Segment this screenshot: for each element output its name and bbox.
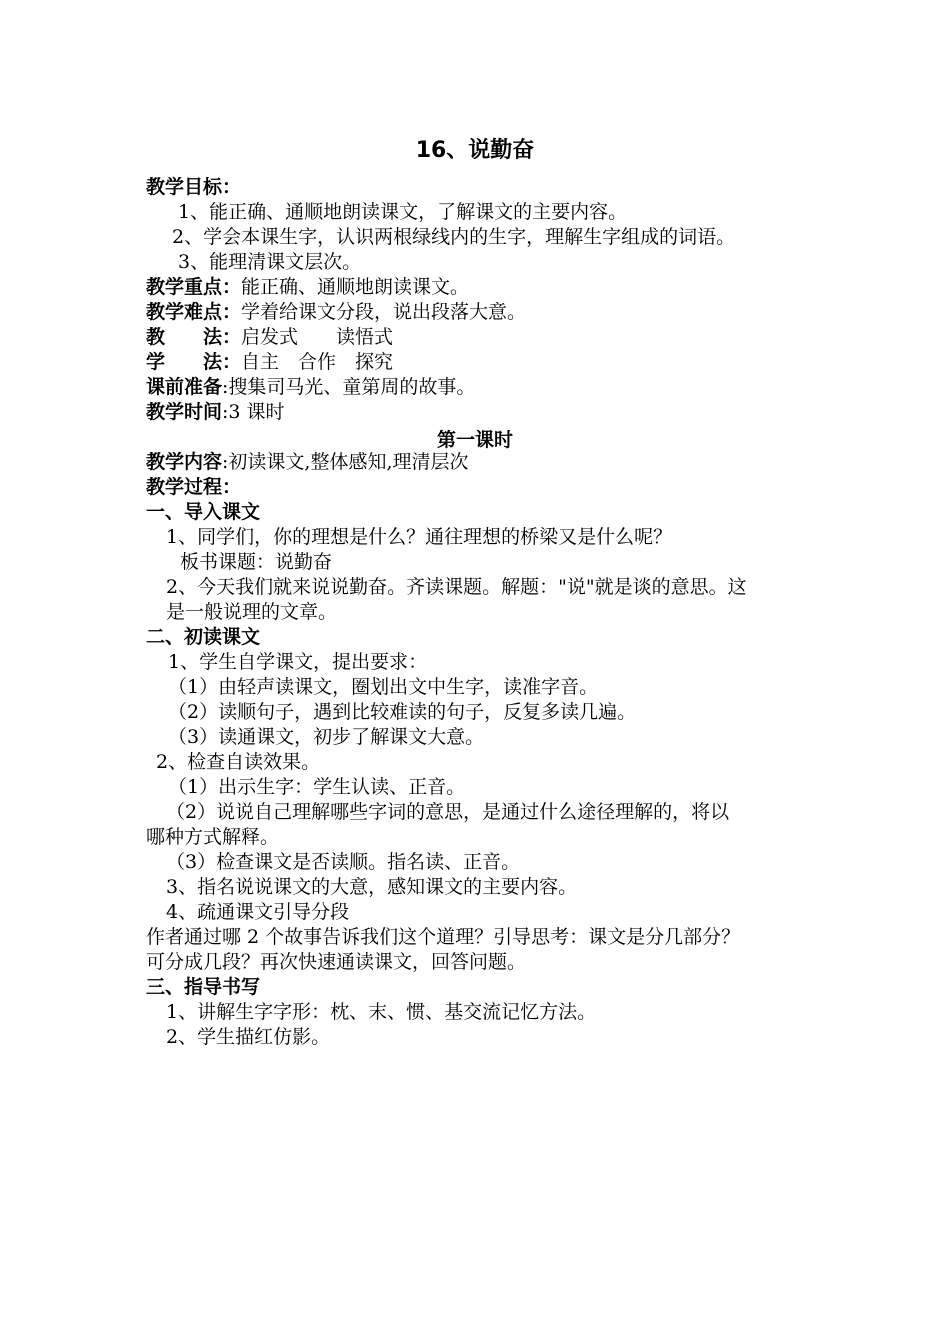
- section-line: 4、疏通课文引导分段: [166, 901, 350, 923]
- page-title: 16、说勤奋: [415, 138, 535, 163]
- key-label: 教学重点：: [146, 276, 242, 298]
- section-line: 3、指名说说课文的大意，感知课文的主要内容。: [166, 876, 578, 898]
- section-line: 2、检查自读效果。: [156, 751, 321, 773]
- time-label: 教学时间: [146, 401, 223, 423]
- section-line: （2）读顺句子，遇到比较难读的句子，反复多读几遍。: [168, 701, 637, 723]
- key-point: [146, 275, 469, 299]
- learning-method: [146, 350, 393, 374]
- section-line: （2）说说自己理解哪些字词的意思，是通过什么途径理解的，将以: [166, 801, 730, 823]
- preparation: [146, 375, 475, 399]
- teaching-method: [146, 325, 393, 349]
- goal-item: 1、能正确、通顺地朗读课文，了解课文的主要内容。: [178, 201, 628, 223]
- study-text: 自主 合作 探究: [241, 351, 394, 373]
- diff-label: 教学难点：: [146, 301, 242, 323]
- lesson-heading: 第一课时: [436, 429, 513, 451]
- goal-item: 2、学会本课生字，认识两根绿线内的生字，理解生字组成的词语。: [172, 226, 736, 248]
- difficulty: [146, 300, 526, 324]
- content-text: :初读课文,整体感知,理清层次: [222, 451, 469, 473]
- teaching-time: [146, 400, 285, 424]
- teaching-content: [146, 450, 469, 474]
- section-heading: 二、初读课文: [146, 626, 261, 648]
- method-label: 教 法：: [146, 326, 242, 348]
- section-line: 可分成几段？再次快速通读课文，回答问题。: [146, 951, 527, 973]
- section-line: 2、学生描红仿影。: [166, 1026, 331, 1048]
- key-text: 能正确、通顺地朗读课文。: [241, 276, 470, 298]
- section-line: 1、讲解生字字形：枕、末、惯、基交流记忆方法。: [166, 1001, 597, 1023]
- section-line: 是一般说理的文章。: [166, 601, 338, 623]
- section-line: 1、同学们，你的理想是什么？通往理想的桥梁又是什么呢？: [166, 526, 673, 548]
- section-line: 板书课题：说勤奋: [180, 551, 333, 573]
- method-text: 启发式 读悟式: [241, 326, 394, 348]
- diff-text: 学着给课文分段，说出段落大意。: [241, 301, 527, 323]
- time-text: :3 课时: [222, 401, 285, 423]
- section-line: 作者通过哪 2 个故事告诉我们这个道理？引导思考：课文是分几部分？: [146, 926, 741, 948]
- process-label: 教学过程：: [146, 476, 242, 498]
- section-heading: 三、指导书写: [146, 976, 261, 998]
- content-label: 教学内容: [146, 451, 223, 473]
- section-line: （1）由轻声读课文，圈划出文中生字，读准字音。: [168, 676, 599, 698]
- section-heading: 一、导入课文: [146, 501, 261, 523]
- goal-item: 3、能理清课文层次。: [178, 251, 362, 273]
- goals-label: 教学目标：: [146, 176, 242, 198]
- study-label: 学 法：: [146, 351, 242, 373]
- section-line: 1、学生自学课文，提出要求：: [168, 651, 428, 673]
- section-line: （3）检查课文是否读顺。指名读、正音。: [166, 851, 521, 873]
- section-line: （1）出示生字：学生认读、正音。: [168, 776, 466, 798]
- prep-label: 课前准备: [146, 376, 223, 398]
- prep-text: :搜集司马光、童第周的故事。: [222, 376, 476, 398]
- section-line: 2、今天我们就来说说勤奋。齐读课题。解题："说"就是谈的意思。这: [166, 576, 747, 598]
- section-line: （3）读通课文，初步了解课文大意。: [168, 726, 485, 748]
- section-line: 哪种方式解释。: [146, 826, 280, 848]
